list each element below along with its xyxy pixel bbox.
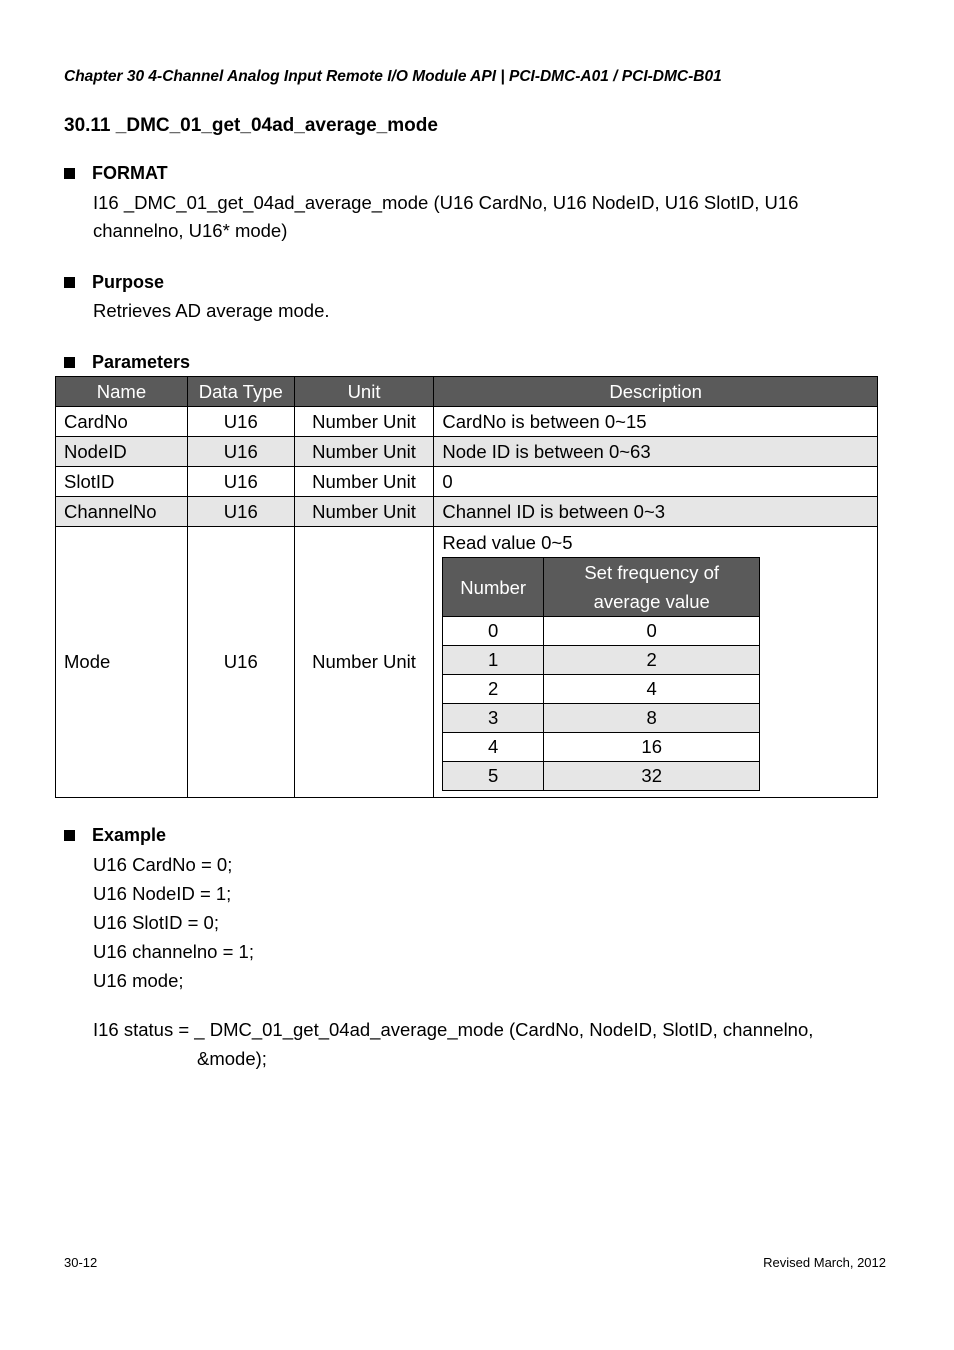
table-row bbox=[56, 407, 878, 437]
column-header: Unit bbox=[294, 377, 434, 407]
param-name: CardNo bbox=[56, 407, 188, 437]
format-line-1: I16 _DMC_01_get_04ad_average_mode (U16 CardNo, U16 NodeID, U16 SlotID, U16 bbox=[93, 192, 799, 213]
format-heading bbox=[64, 163, 168, 184]
param-type: U16 bbox=[187, 407, 294, 437]
mode-number: 4 bbox=[443, 733, 544, 762]
purpose-heading-label: Purpose bbox=[92, 272, 165, 292]
param-name: SlotID bbox=[56, 467, 188, 497]
bullet-square-icon bbox=[64, 357, 75, 368]
example-line: U16 mode; bbox=[93, 970, 184, 991]
mode-frequency: 4 bbox=[544, 675, 760, 704]
inner-row bbox=[443, 675, 760, 704]
mode-number: 0 bbox=[443, 617, 544, 646]
param-unit: Number Unit bbox=[294, 467, 434, 497]
example-line: U16 SlotID = 0; bbox=[93, 912, 219, 933]
mode-frequency: 16 bbox=[544, 733, 760, 762]
param-type: U16 bbox=[187, 467, 294, 497]
page-number: 30-12 bbox=[64, 1255, 98, 1270]
param-name: Mode bbox=[56, 527, 188, 798]
param-name: NodeID bbox=[56, 437, 188, 467]
bullet-square-icon bbox=[64, 277, 75, 288]
mode-number: 2 bbox=[443, 675, 544, 704]
mode-frequency: 8 bbox=[544, 704, 760, 733]
mode-frequency: 0 bbox=[544, 617, 760, 646]
column-header: Description bbox=[434, 377, 878, 407]
param-type: U16 bbox=[187, 527, 294, 798]
table-row-mode bbox=[56, 527, 878, 798]
param-unit: Number Unit bbox=[294, 527, 434, 798]
mode-number: 1 bbox=[443, 646, 544, 675]
param-unit: Number Unit bbox=[294, 497, 434, 527]
table-row bbox=[56, 437, 878, 467]
inner-row bbox=[443, 704, 760, 733]
parameters-heading bbox=[64, 352, 190, 373]
mode-read-value: Read value 0~5 bbox=[442, 532, 573, 553]
param-desc: 0 bbox=[434, 467, 878, 497]
mode-number: 3 bbox=[443, 704, 544, 733]
param-desc: CardNo is between 0~15 bbox=[434, 407, 878, 437]
example-code bbox=[93, 850, 254, 995]
param-unit: Number Unit bbox=[294, 407, 434, 437]
mode-frequency: 2 bbox=[544, 646, 760, 675]
parameters-table bbox=[55, 376, 878, 798]
inner-column-header: Number bbox=[443, 558, 544, 617]
inner-row bbox=[443, 617, 760, 646]
bullet-square-icon bbox=[64, 168, 75, 179]
parameters-header-row bbox=[56, 377, 878, 407]
mode-frequency-table bbox=[442, 557, 760, 791]
inner-column-header bbox=[544, 558, 760, 617]
inner-column-header-label: Set frequency of average value bbox=[584, 562, 720, 612]
status-call-line-2: &mode); bbox=[197, 1048, 267, 1069]
format-signature bbox=[93, 189, 798, 245]
inner-header-row bbox=[443, 558, 760, 617]
inner-row bbox=[443, 646, 760, 675]
param-type: U16 bbox=[187, 497, 294, 527]
example-heading-label: Example bbox=[92, 825, 167, 845]
param-unit: Number Unit bbox=[294, 437, 434, 467]
purpose-text: Retrieves AD average mode. bbox=[93, 300, 330, 321]
status-call-line-1: I16 status = _ DMC_01_get_04ad_average_mode (CardNo, NodeID, SlotID, channelno, bbox=[93, 1019, 814, 1040]
chapter-header: Chapter 30 4-Channel Analog Input Remote I/O Module API | PCI-DMC-A01 / PCI-DMC-B01 bbox=[64, 68, 722, 85]
column-header: Data Type bbox=[187, 377, 294, 407]
example-line: U16 channelno = 1; bbox=[93, 941, 254, 962]
example-line: U16 CardNo = 0; bbox=[93, 854, 233, 875]
mode-frequency: 32 bbox=[544, 762, 760, 791]
param-type: U16 bbox=[187, 437, 294, 467]
section-title: 30.11 _DMC_01_get_04ad_average_mode bbox=[64, 115, 438, 136]
inner-row bbox=[443, 762, 760, 791]
param-desc-mode bbox=[434, 527, 878, 798]
param-desc: Node ID is between 0~63 bbox=[434, 437, 878, 467]
table-row bbox=[56, 497, 878, 527]
mode-number: 5 bbox=[443, 762, 544, 791]
param-desc: Channel ID is between 0~3 bbox=[434, 497, 878, 527]
revision-date: Revised March, 2012 bbox=[763, 1255, 886, 1270]
example-heading bbox=[64, 825, 166, 846]
bullet-square-icon bbox=[64, 830, 75, 841]
parameters-heading-label: Parameters bbox=[92, 352, 191, 372]
purpose-heading bbox=[64, 272, 164, 293]
table-row bbox=[56, 467, 878, 497]
param-name: ChannelNo bbox=[56, 497, 188, 527]
example-line: U16 NodeID = 1; bbox=[93, 883, 232, 904]
column-header: Name bbox=[56, 377, 188, 407]
inner-row bbox=[443, 733, 760, 762]
format-line-2: channelno, U16* mode) bbox=[93, 220, 288, 241]
format-heading-label: FORMAT bbox=[92, 163, 168, 183]
